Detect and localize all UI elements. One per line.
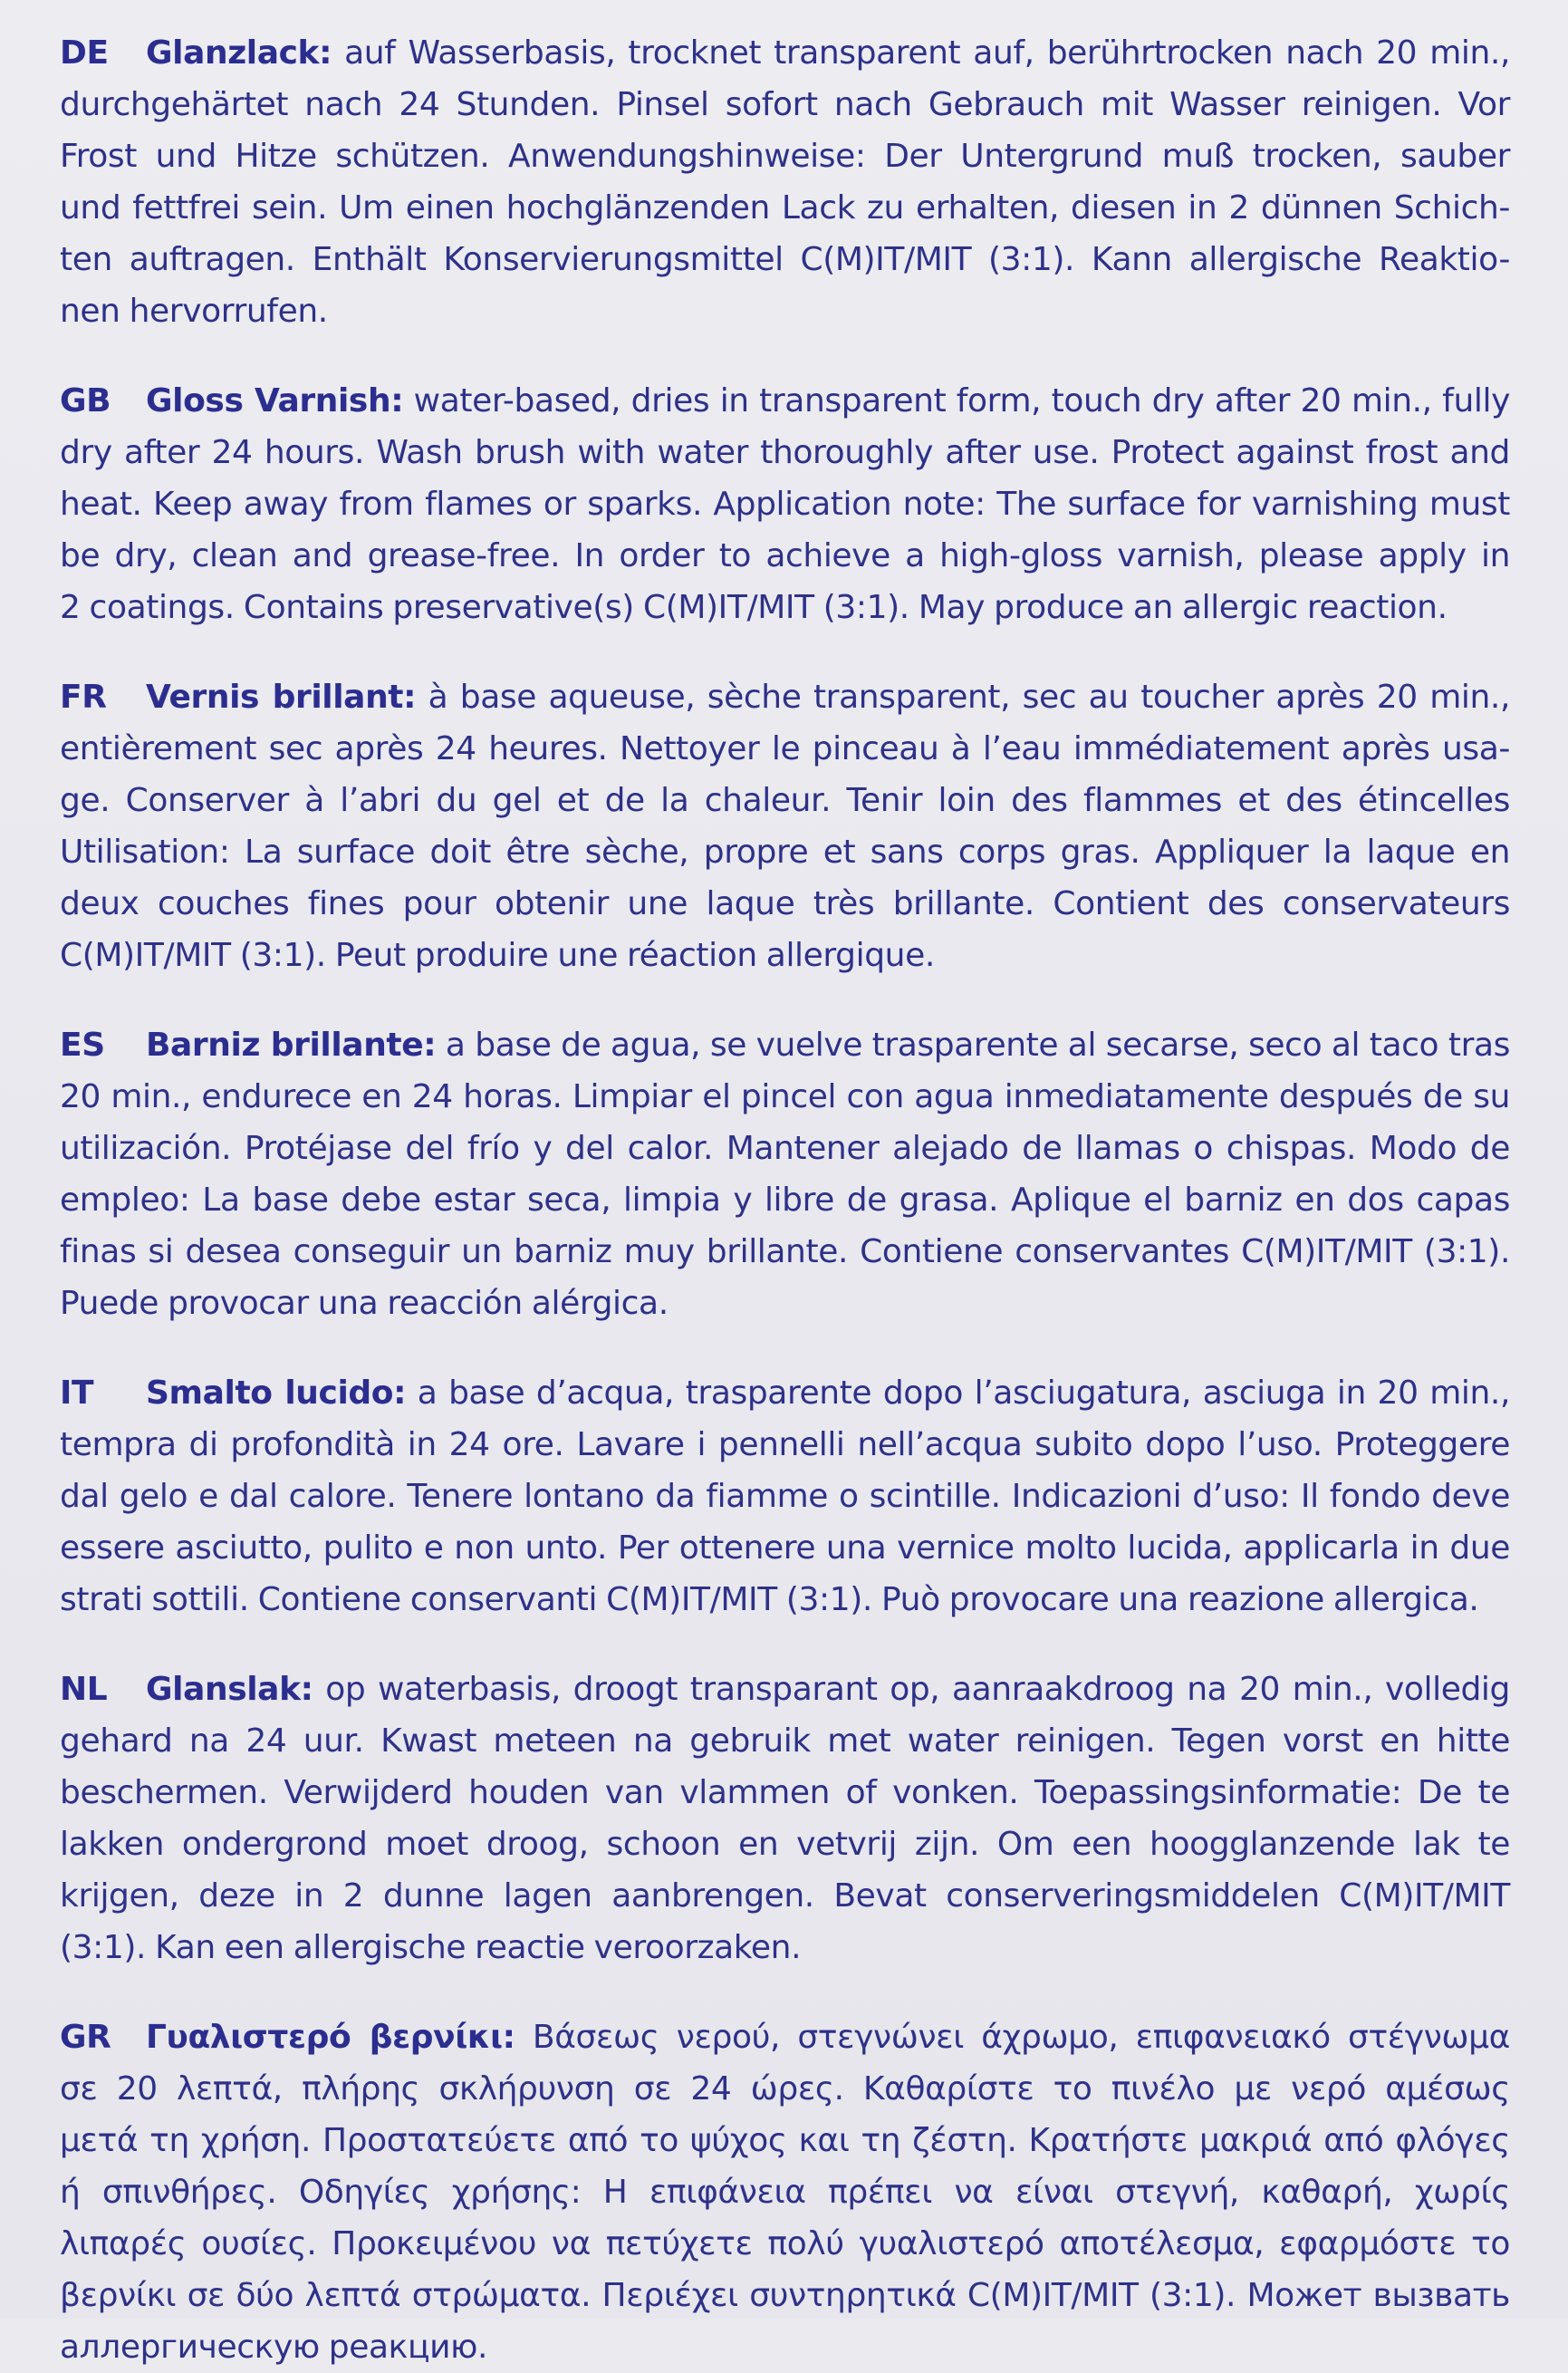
text-line (60, 478, 1510, 530)
product-title: Gloss Varnish: (146, 382, 404, 420)
line-text: dal gelo e dal calore. Tenere lontano da fiamme o scintille. Indicazioni d’uso: Il fondo deve (60, 1478, 1510, 1515)
line-text: ten auftragen. Enthält Konservierungsmittel C(M)IT/MIT (3:1). Kann allergische Reaktio- (60, 241, 1510, 278)
line-text: durchgehärtet nach 24 Stunden. Pinsel sofort nach Gebrauch mit Wasser reinigen. Vor (60, 86, 1510, 123)
text-line (60, 723, 1510, 775)
text-line (60, 27, 1510, 79)
text-line (60, 1278, 1510, 1329)
line-text: dry after 24 hours. Wash brush with water thoroughly after use. Protect against frost and (60, 434, 1510, 471)
language-code: GB (60, 382, 111, 420)
language-code: IT (60, 1375, 94, 1412)
text-line (60, 671, 1510, 723)
line-text: krijgen, deze in 2 dunne lagen aanbrengen. Bevat conserveringsmiddelen C(M)IT/MIT (60, 1877, 1510, 1915)
text-line (60, 2218, 1510, 2270)
text-line (60, 1471, 1510, 1522)
line-text: 2 coatings. Contains preservative(s) C(M)IT/MIT (3:1). May produce an allergic reaction. (60, 589, 1448, 626)
line-text: ge. Conserver à l’abri du gel et de la chaleur. Tenir loin des flammes et des étincelles (60, 782, 1510, 819)
line-text: entièrement sec après 24 heures. Nettoyer le pinceau à l’eau immédiatement après usa- (60, 730, 1510, 767)
line-text: ή σπινθήρες. Οδηγίες χρήσης: Η επιφάνεια πρέπει να είναι στεγνή, καθαρή, χωρίς (60, 2174, 1510, 2211)
language-code: ES (60, 1027, 105, 1064)
line-text: heat. Keep away from flames or sparks. Application note: The surface for varnishing must (60, 486, 1510, 523)
text-line (60, 2063, 1510, 2115)
section-de (60, 27, 1510, 337)
line-text: op waterbasis, droogt transparant op, aanraakdroog na 20 min., volledig (313, 1671, 1510, 1708)
product-title: Vernis brillant: (146, 679, 417, 716)
section-it (60, 1367, 1510, 1625)
line-text: nen hervorrufen. (60, 293, 328, 330)
line-text: beschermen. Verwijderd houden van vlammen of vonken. Toepassingsinformatie: De te (60, 1774, 1510, 1811)
text-line (60, 582, 1510, 633)
text-line (60, 427, 1510, 478)
text-line (60, 1715, 1510, 1767)
language-code: NL (60, 1671, 108, 1708)
line-text: strati sottili. Contiene conservanti C(M)IT/MIT (3:1). Può provocare una reazione allergica. (60, 1581, 1479, 1618)
product-title: Glanzlack: (146, 34, 332, 72)
line-text: tempra di profondità in 24 ore. Lavare i pennelli nell’acqua subito dopo l’uso. Proteggere (60, 1426, 1510, 1463)
text-line (60, 2321, 1510, 2373)
line-text: 20 min., endurece en 24 horas. Limpiar el pincel con agua inmediatamente después de su (60, 1078, 1510, 1115)
line-text: σε 20 λεπτά, πλήρης σκλήρυνση σε 24 ώρες. Καθαρίστε το πινέλο με νερό αμέσως (60, 2070, 1510, 2108)
text-line (60, 375, 1510, 427)
section-gb (60, 375, 1510, 633)
section-nl (60, 1664, 1510, 1973)
line-text: λιπαρές ουσίες. Προκειμένου να πετύχετε πολύ γυαλιστερό αποτέλεσμα, εφαρμόστε το (60, 2225, 1510, 2262)
text-line (60, 1818, 1510, 1870)
text-line (60, 930, 1510, 981)
text-line (60, 234, 1510, 285)
language-code: DE (60, 34, 109, 72)
text-line (60, 79, 1510, 130)
product-title: Glanslak: (146, 1671, 313, 1708)
text-line (60, 1922, 1510, 1973)
text-line (60, 1071, 1510, 1123)
line-text: βερνίκι σε δύο λεπτά στρώματα. Περιέχει συντηρητικά C(M)IT/MIT (3:1). Может вызвать (60, 2277, 1510, 2314)
product-title: Γυαλιστερό βερνίκι: (146, 2019, 515, 2056)
line-text: μετά τη χρήση. Προστατεύετε από το ψύχος και τη ζέστη. Κρατήστε μακριά από φλόγες (60, 2122, 1510, 2159)
line-text: Frost und Hitze schützen. Anwendungshinweise: Der Untergrund muß trocken, sauber (60, 138, 1510, 175)
line-text: und fettfrei sein. Um einen hochglänzenden Lack zu erhalten, diesen in 2 dünnen Schich- (60, 189, 1510, 227)
text-line (60, 1664, 1510, 1715)
text-line (60, 2270, 1510, 2321)
text-line (60, 1123, 1510, 1174)
text-line (60, 2166, 1510, 2218)
text-line (60, 1574, 1510, 1625)
line-text: a base d’acqua, trasparente dopo l’asciugatura, asciuga in 20 min., (406, 1375, 1510, 1412)
text-line (60, 1019, 1510, 1071)
line-text: lakken ondergrond moet droog, schoon en vetvrij zijn. Om een hoogglanzende lak te (60, 1826, 1510, 1863)
language-code: FR (60, 679, 107, 716)
line-text: utilización. Protéjase del frío y del calor. Mantener alejado de llamas o chispas. Modo de (60, 1130, 1510, 1167)
text-line (60, 1174, 1510, 1226)
text-line (60, 826, 1510, 878)
line-text: Utilisation: La surface doit être sèche, propre et sans corps gras. Appliquer la laque en (60, 834, 1510, 871)
language-code: GR (60, 2019, 111, 2056)
line-text: deux couches fines pour obtenir une laque très brillante. Contient des conservateurs (60, 885, 1510, 922)
product-title: Barniz brillante: (146, 1027, 437, 1064)
text-line (60, 1522, 1510, 1574)
text-line (60, 130, 1510, 182)
text-line (60, 285, 1510, 337)
text-line (60, 530, 1510, 582)
line-text: finas si desea conseguir un barniz muy brillante. Contiene conservantes C(M)IT/MIT (3:1). (60, 1233, 1510, 1270)
line-text: essere asciutto, pulito e non unto. Per ottenere una vernice molto lucida, applicarla in due (60, 1529, 1510, 1567)
section-fr (60, 671, 1510, 981)
line-text: аллергическую реакцию. (60, 2329, 488, 2366)
text-line (60, 1767, 1510, 1818)
text-line (60, 775, 1510, 826)
text-line (60, 182, 1510, 234)
text-line (60, 878, 1510, 930)
section-gr (60, 2011, 1510, 2373)
text-line (60, 1367, 1510, 1419)
line-text: a base de agua, se vuelve trasparente al secarse, seco al taco tras (436, 1027, 1510, 1064)
text-line (60, 1226, 1510, 1278)
text-line (60, 2115, 1510, 2166)
line-text: C(M)IT/MIT (3:1). Peut produire une réaction allergique. (60, 937, 935, 974)
text-line (60, 1870, 1510, 1922)
line-text: gehard na 24 uur. Kwast meteen na gebruik met water reinigen. Tegen vorst en hitte (60, 1722, 1510, 1760)
text-line (60, 1419, 1510, 1471)
section-es (60, 1019, 1510, 1329)
line-text: be dry, clean and grease-free. In order to achieve a high-gloss varnish, please apply in (60, 537, 1510, 574)
product-title: Smalto lucido: (146, 1375, 407, 1412)
line-text: (3:1). Kan een allergische reactie veroorzaken. (60, 1929, 802, 1966)
line-text: Βάσεως νερού, στεγνώνει άχρωμο, επιφανειακό στέγνωμα (515, 2019, 1510, 2056)
line-text: à base aqueuse, sèche transparent, sec au toucher après 20 min., (416, 679, 1511, 716)
line-text: auf Wasserbasis, trocknet transparent auf, berührtrocken nach 20 min., (332, 34, 1510, 72)
line-text: empleo: La base debe estar seca, limpia y libre de grasa. Aplique el barniz en dos capas (60, 1182, 1510, 1219)
text-line (60, 2011, 1510, 2063)
line-text: water-based, dries in transparent form, touch dry after 20 min., fully (403, 382, 1510, 420)
line-text: Puede provocar una reacción alérgica. (60, 1285, 669, 1322)
